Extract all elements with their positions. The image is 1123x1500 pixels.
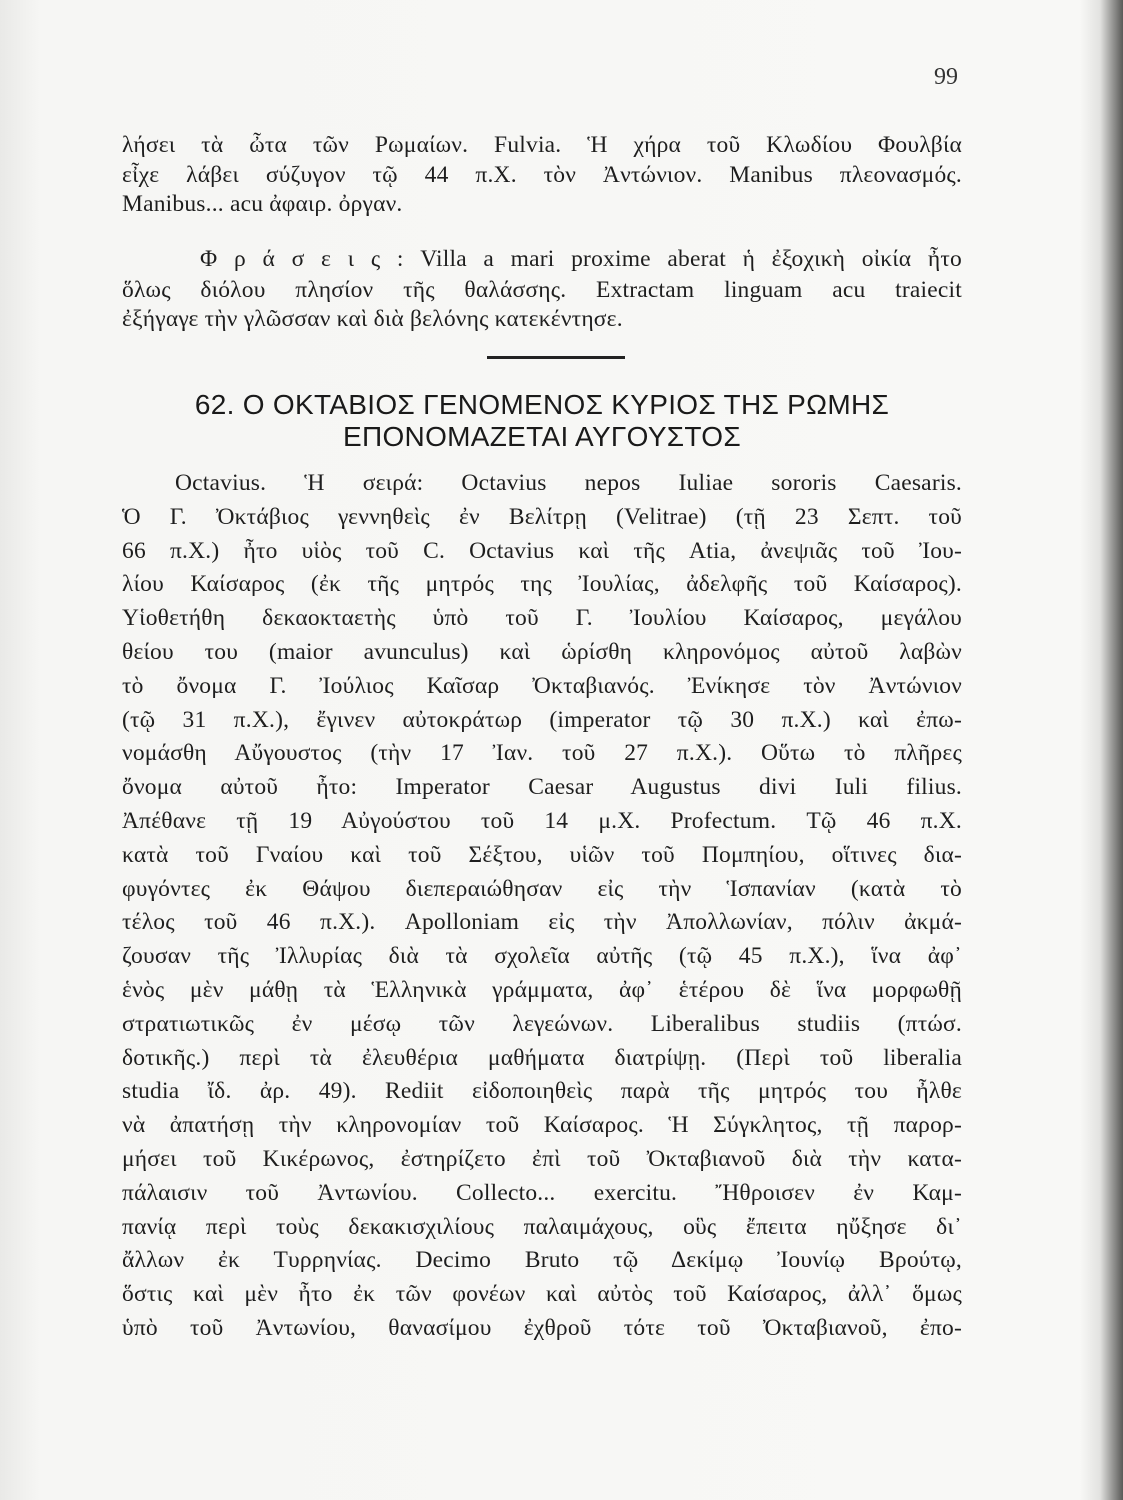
section-divider bbox=[487, 356, 625, 359]
text-line: λήσει τὰ ὦτα τῶν Ρωμαίων. Fulvia. Ἡ χήρα τοῦ Κλωδίου Φουλβία bbox=[122, 132, 962, 158]
text-line: λίου Καίσαρος (ἐκ τῆς μητρός της Ἰουλίας, ἀδελφῆς τοῦ Καίσαρος). bbox=[122, 571, 962, 598]
text-line: Ἀπέθανε τῇ 19 Αὐγούστου τοῦ 14 μ.Χ. Profectum. Τῷ 46 π.Χ. bbox=[122, 808, 962, 834]
text-line: δοτικῆς.) περὶ τὰ ἐλευθέρια μαθήματα διατρίψῃ. (Περὶ τοῦ liberalia bbox=[122, 1044, 962, 1071]
text-line: φυγόντες ἐκ Θάψου διεπεραιώθησαν εἰς τὴν Ἱσπανίαν (κατὰ τὸ bbox=[122, 875, 962, 902]
text-line: ἑνὸς μὲν μάθῃ τὰ Ἑλληνικὰ γράμματα, ἀφ᾽ ἑτέρου δὲ ἵνα μορφωθῇ bbox=[122, 977, 962, 1003]
text-line: πανίᾳ περὶ τοὺς δεκακισχιλίους παλαιμάχους, οὓς ἔπειτα ηὔξησε δι᾽ bbox=[122, 1213, 962, 1240]
text-line: νὰ ἀπατήσῃ τὴν κληρονομίαν τοῦ Καίσαρος. Ἡ Σύγκλητος, τῇ παρορ- bbox=[122, 1112, 962, 1139]
text-line: ἐξήγαγε τὴν γλῶσσαν καὶ διὰ βελόνης κατεκέντησε. bbox=[122, 306, 623, 332]
text-line: Manibus... acu ἀφαιρ. ὀργαν. bbox=[122, 191, 403, 217]
text-line: ὅλως διόλου πλησίον τῆς θαλάσσης. Extractam linguam acu traiecit bbox=[122, 277, 962, 303]
text-line: μήσει τοῦ Κικέρωνος, ἐστηρίζετο ἐπὶ τοῦ Ὀκταβιανοῦ διὰ τὴν κατα- bbox=[122, 1146, 962, 1172]
text-line: 66 π.Χ.) ἦτο υἱὸς τοῦ C. Octavius καὶ τῆς Atia, ἀνεψιᾶς τοῦ Ἰου- bbox=[122, 537, 962, 564]
text-line: studia ἴδ. ἀρ. 49). Rediit εἰδοποιηθεὶς παρὰ τῆς μητρός του ἦλθε bbox=[122, 1078, 962, 1105]
text-line: Υἱοθετήθη δεκαοκταετὴς ὑπὸ τοῦ Γ. Ἰουλίου Καίσαρος, μεγάλου bbox=[122, 605, 962, 632]
text-line: ὄνομα αὐτοῦ ἦτο: Imperator Caesar Augustus divi Iuli filius. bbox=[122, 774, 962, 801]
text-line: ἄλλων ἐκ Τυρρηνίας. Decimo Bruto τῷ Δεκίμῳ Ἰουνίῳ Βρούτῳ, bbox=[122, 1247, 962, 1274]
page-number: 99 bbox=[934, 64, 958, 90]
text-line: θείου του (maior avunculus) καὶ ὡρίσθη κληρονόμος αὐτοῦ λαβὼν bbox=[122, 639, 962, 665]
text-line: τέλος τοῦ 46 π.Χ.). Apolloniam εἰς τὴν Ἀπολλωνίαν, πόλιν ἀκμά- bbox=[122, 909, 962, 936]
section-heading-line: 62. Ο ΟΚΤΑΒΙΟΣ ΓΕΝΟΜΕΝΟΣ ΚΥΡΙΟΣ ΤΗΣ ΡΩΜΗΣ bbox=[194, 389, 890, 420]
text-line: ὅστις καὶ μὲν ἦτο ἐκ τῶν φονέων καὶ αὐτὸς τοῦ Καίσαρος, ἀλλ᾽ ὅμως bbox=[122, 1281, 962, 1308]
text-line: νομάσθη Αὔγουστος (τὴν 17 Ἰαν. τοῦ 27 π.Χ.). Οὕτω τὸ πλῆρες bbox=[122, 740, 962, 767]
text-line: Ὁ Γ. Ὀκτάβιος γεννηθεὶς ἐν Βελίτρῃ (Velitrae) (τῇ 23 Σεπτ. τοῦ bbox=[122, 503, 962, 530]
section-heading-line: ΕΠΟΝΟΜΑΖΕΤΑΙ ΑΥΓΟΥΣΤΟΣ bbox=[342, 421, 741, 452]
text-line: Octavius. Ἡ σειρά: Octavius nepos Iuliae sororis Caesaris. bbox=[175, 470, 962, 496]
text-line: πάλαισιν τοῦ Ἀντωνίου. Collecto... exercitu. Ἤθροισεν ἐν Καμ- bbox=[122, 1179, 962, 1206]
text-line: (τῷ 31 π.Χ.), ἔγινεν αὐτοκράτωρ (imperator τῷ 30 π.Χ.) καὶ ἐπω- bbox=[122, 706, 962, 733]
text-line: ὑπὸ τοῦ Ἀντωνίου, θανασίμου ἐχθροῦ τότε τοῦ Ὀκταβιανοῦ, ἐπο- bbox=[122, 1315, 962, 1341]
text-line: τὸ ὄνομα Γ. Ἰούλιος Καῖσαρ Ὀκταβιανός. Ἐνίκησε τὸν Ἀντώνιον bbox=[122, 672, 962, 699]
text-line: εἶχε λάβει σύζυγον τῷ 44 π.Χ. τὸν Ἀντώνιον. Manibus πλεονασμός. bbox=[122, 162, 962, 188]
text-line: στρατιωτικῶς ἐν μέσῳ τῶν λεγεώνων. Liberalibus studiis (πτώσ. bbox=[122, 1010, 962, 1037]
text-line: ζουσαν τῆς Ἰλλυρίας διὰ τὰ σχολεῖα αὐτῆς (τῷ 45 π.Χ.), ἵνα ἀφ᾽ bbox=[122, 943, 962, 970]
text-line: Φ ρ ά σ ε ι ς : Villa a mari proxime aberat ἡ ἐξοχικὴ οἰκία ἦτο bbox=[200, 246, 962, 272]
text-line: κατὰ τοῦ Γναίου καὶ τοῦ Σέξτου, υἱῶν τοῦ Πομπηίου, οἵτινες δια- bbox=[122, 841, 962, 868]
